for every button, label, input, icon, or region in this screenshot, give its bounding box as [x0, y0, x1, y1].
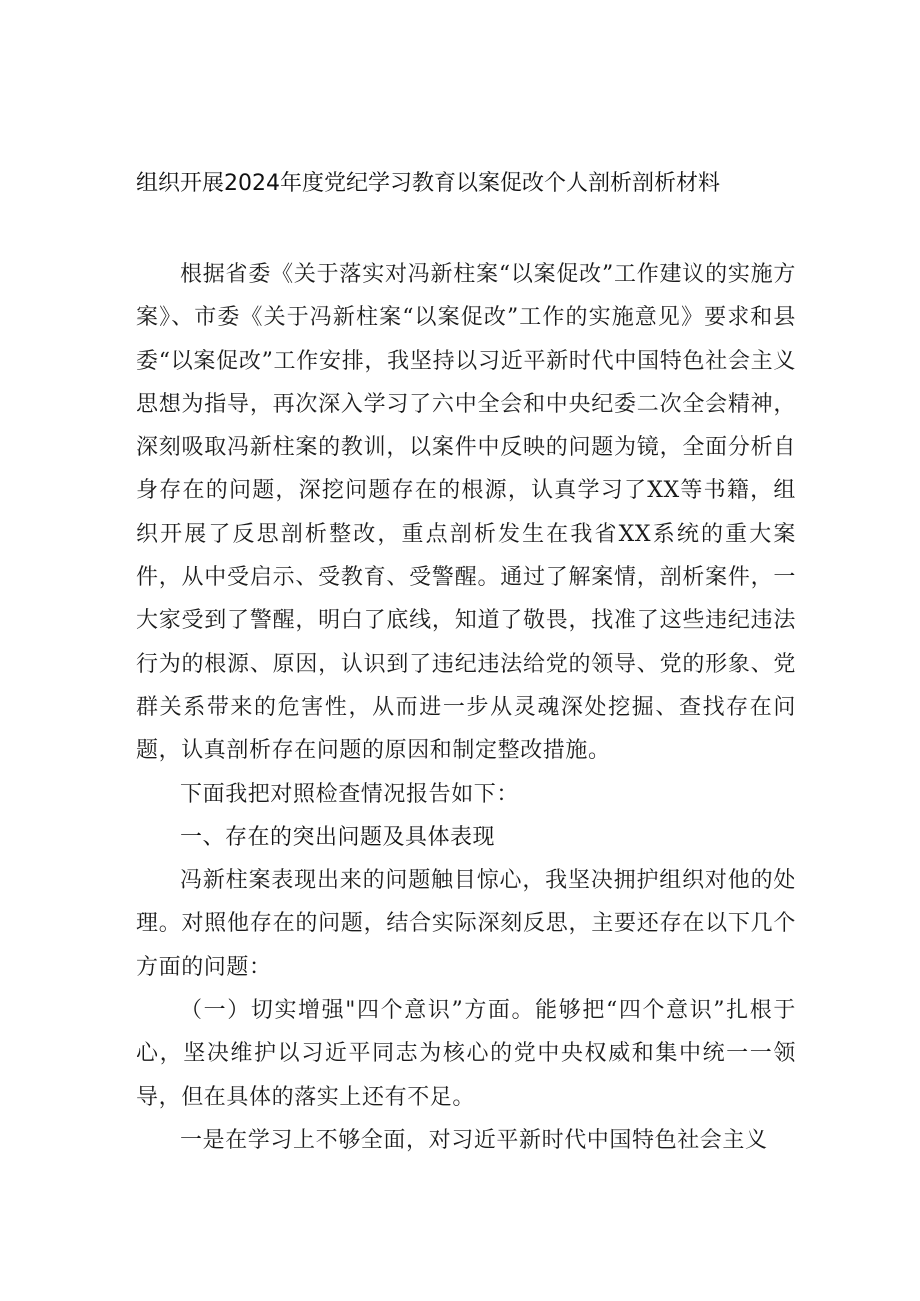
report-lead-paragraph: 下面我把对照检查情况报告如下： — [180, 781, 520, 807]
section-paragraph: 冯新柱案表现出来的问题触目惊心，我坚决拥护组织对他的处理。对照他存在的问题，结合实际深刻反思，主要还存在以下几个方面的问题： — [136, 868, 796, 980]
document-body — [136, 253, 796, 1162]
section-heading: 一、存在的突出问题及具体表现 — [180, 824, 496, 850]
document-title: 组织开展2024年度党纪学习教育以案促改个人剖析剖析材料 — [136, 171, 720, 196]
subsection-paragraph: （一）切实增强"四个意识”方面。能够把“四个意识”扎根于心，坚决维护以习近平同志为核心的党中央权威和集中统一一领导，但在具体的落实上还有不足。 — [136, 998, 796, 1110]
intro-paragraph: 根据省委《关于落实对冯新柱案“以案促改”工作建议的实施方案》、市委《关于冯新柱案“以案促改”工作的实施意见》要求和县委“以案促改”工作安排，我坚持以习近平新时代中国特色社会主义思想为指导，再次深入学习了六中全会和中央纪委二次全会精神，深刻吸取冯新柱案的教训，以案件中反映的问题为镜，全面分析自身存在的问题，深挖问题存在的根源，认真学习了XX等书籍，组织开展了反思剖析整改，重点剖析发生在我省XX系统的重大案件，从中受启示、受教育、受警醒。通过了解案情，剖析案件，一大家受到了警醒，明白了底线，知道了敬畏，找准了这些违纪违法行为的根源、原因，认识到了违纪违法给党的领导、党的形象、党群关系带来的危害性，从而进一步从灵魂深处挖掘、查找存在问题，认真剖析存在问题的原因和制定整改措施。 — [136, 262, 796, 764]
point-paragraph: 一是在学习上不够全面，对习近平新时代中国特色社会主义 — [180, 1127, 768, 1153]
